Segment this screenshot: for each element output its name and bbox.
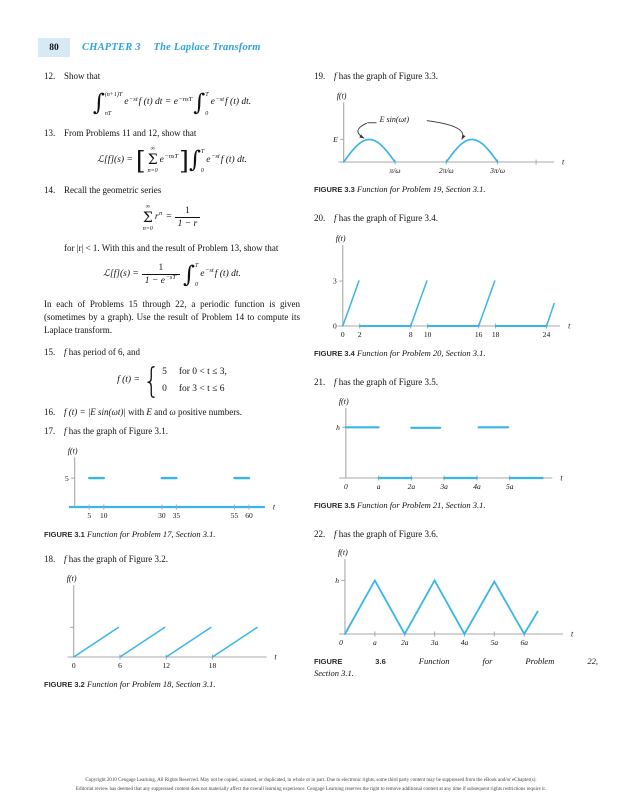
footer-line-1: Copyright 2010 Cengage Learning. All Rights Reserved. May not be copied, scanned, or duplicated, in whole or in part. Due to electronic rights, some third party content may be suppressed from the eBook and/or eChapter(s). xyxy=(85,778,537,783)
y-axis-label: f(t) xyxy=(67,445,78,455)
summation-sign xyxy=(143,204,153,232)
tick-label: 30 xyxy=(158,510,166,520)
math-token: T xyxy=(194,263,199,270)
math-token: e xyxy=(173,97,178,108)
figure-3-5-svg xyxy=(314,395,596,494)
math-token: ∞ xyxy=(150,146,155,153)
page-number: 80 xyxy=(38,38,70,57)
math-token: ℒ[f](s) = xyxy=(97,154,133,165)
annotation-arrow xyxy=(427,120,463,139)
fraction xyxy=(142,263,180,287)
figure-3-5-caption: FIGURE 3.5 Function for Problem 21, Section 3.1. xyxy=(314,500,486,511)
problem-number: 15. xyxy=(44,347,56,358)
annotation-label: E sin(ωt) xyxy=(379,114,410,124)
tick-label: 10 xyxy=(100,510,108,520)
tick-label: 3π/ω xyxy=(490,165,506,175)
tick-label: a xyxy=(376,481,381,491)
problem-18 xyxy=(44,553,300,566)
figure-3-6 xyxy=(314,547,598,680)
integral-limits xyxy=(195,261,198,288)
tick-label: 24 xyxy=(542,329,551,339)
math-token: T xyxy=(205,91,209,98)
x-axis-label: t xyxy=(274,652,277,662)
tick-label: 8 xyxy=(408,329,413,339)
problem-number: 13. xyxy=(44,127,56,138)
y-axis-label: f(t) xyxy=(336,90,347,100)
problem-text: Show that xyxy=(64,71,101,81)
math-token: T xyxy=(200,148,205,155)
problem-text: f has the graph of Figure 3.5. xyxy=(334,377,438,388)
tick-label: 3a xyxy=(440,481,448,491)
figure-3-2-caption: FIGURE 3.2 Function for Problem 18, Section 3.1. xyxy=(44,679,216,690)
math-token: 1 − r xyxy=(175,217,201,230)
right-bracket: ] xyxy=(179,145,189,175)
curve xyxy=(345,580,538,634)
tick-label: 6a xyxy=(520,637,528,647)
case-row xyxy=(162,366,227,379)
instructions-paragraph: In each of Problems 15 through 22, a periodic function is given (sometimes by a graph). Use the result of Problem 14 to compute its Laplace transform. xyxy=(44,299,300,335)
math-token: n=0 xyxy=(142,225,153,232)
caption-line-2: Section 3.1. xyxy=(314,668,354,679)
figure-3-6-caption xyxy=(314,656,598,680)
curve xyxy=(344,139,395,162)
integral-limits xyxy=(201,147,204,174)
problem-text: f has period of 6, and xyxy=(64,347,140,358)
problem-number: 22. xyxy=(314,529,326,540)
math-token: e xyxy=(200,269,205,280)
math-token: e xyxy=(124,97,129,108)
problem-19 xyxy=(314,70,598,83)
curve xyxy=(343,281,359,326)
math-token: 1 xyxy=(158,262,164,273)
math-token: −nsT xyxy=(178,95,193,103)
math-token: −st xyxy=(128,95,138,103)
math-token: nT xyxy=(104,110,112,117)
math-token: n=0 xyxy=(147,168,158,175)
tick-label: 16 xyxy=(474,329,483,339)
math-token: f (t) = xyxy=(117,375,140,386)
problem-22 xyxy=(314,528,598,541)
problem-20 xyxy=(314,212,598,225)
figure-3-1 xyxy=(44,444,300,541)
case-row xyxy=(162,383,227,396)
tick-label: 0 xyxy=(339,637,343,647)
x-axis-label: t xyxy=(568,321,571,331)
copyright-footer xyxy=(30,777,592,794)
annotation-arrow xyxy=(358,123,367,138)
figure-3-3-graph xyxy=(314,89,598,182)
sigma-glyph: Σ xyxy=(147,152,158,169)
equation-14a xyxy=(48,204,296,232)
math-token: −nsT xyxy=(164,152,179,160)
curve xyxy=(166,627,211,657)
problem-14 xyxy=(44,184,300,197)
chapter-title: The Laplace Transform xyxy=(153,42,261,53)
problem-number: 20. xyxy=(314,213,326,224)
math-token: 0 xyxy=(162,384,167,395)
problem-17 xyxy=(44,425,300,438)
math-token: n xyxy=(159,210,163,218)
math-token: 0 xyxy=(200,167,204,174)
right-column xyxy=(314,70,598,696)
page-header xyxy=(38,38,261,57)
case-brace: { xyxy=(142,360,161,402)
tick-label: 2 xyxy=(357,329,362,339)
math-token: 1 xyxy=(185,205,190,216)
figure-3-1-svg xyxy=(44,444,298,523)
y-axis-label: f(t) xyxy=(338,396,349,406)
tick-label: 0 xyxy=(343,481,348,491)
figure-3-6-graph xyxy=(314,547,598,654)
tick-label: 10 xyxy=(423,329,432,339)
figure-3-3-caption: FIGURE 3.3 Function for Problem 19, Section 3.1. xyxy=(314,184,486,195)
tick-label: 5 xyxy=(87,510,92,520)
problem-number: 21. xyxy=(314,377,326,388)
math-token: for 0 < t ≤ 3, xyxy=(178,366,227,377)
math-token: 0 xyxy=(205,110,209,117)
figure-3-1-caption: FIGURE 3.1 Function for Problem 17, Section 3.1. xyxy=(44,529,216,540)
problem-number: 17. xyxy=(44,425,56,436)
math-token: f (t) dt. xyxy=(225,97,252,108)
figure-3-2-graph xyxy=(44,572,300,677)
problem-number: 19. xyxy=(314,71,326,81)
problem-text: f has the graph of Figure 3.2. xyxy=(64,554,168,565)
curve xyxy=(74,627,119,657)
tick-label: 35 xyxy=(172,510,181,520)
footer-line-2: Editorial review has deemed that any suppressed content does not materially affect the overall learning experience. Cengage Learning reserves the right to remove additional content at any time if subsequent rights restrictions require it. xyxy=(75,786,547,792)
left-bracket: [ xyxy=(135,145,146,175)
math-token: −st xyxy=(205,267,214,275)
tick-label: 2a xyxy=(400,637,409,647)
caption-line-1: FIGURE 3.6 Function for Problem 22, xyxy=(314,656,598,667)
math-token: r xyxy=(154,212,159,223)
math-token: = xyxy=(166,212,172,223)
curve xyxy=(547,303,555,326)
curve xyxy=(411,281,427,326)
x-axis-label: t xyxy=(560,473,563,483)
tick-label: 60 xyxy=(245,510,253,520)
math-token: 5 xyxy=(162,366,167,377)
problem-number: 12. xyxy=(44,71,56,81)
problem-13 xyxy=(44,127,300,140)
curve xyxy=(212,627,257,657)
tick-label: h xyxy=(336,422,340,432)
piecewise-cases xyxy=(162,366,227,397)
figure-3-2-svg xyxy=(44,572,298,673)
problem-number: 18. xyxy=(44,554,56,565)
y-axis-label: f(t) xyxy=(335,233,346,243)
tick-label: 18 xyxy=(208,660,217,670)
math-token: ℒ[f](s) = xyxy=(103,269,139,280)
tick-label: a xyxy=(372,637,377,647)
tick-label: 4a xyxy=(473,481,481,491)
problem-number: 14. xyxy=(44,185,56,196)
annotation-arrowhead xyxy=(462,134,466,139)
tick-label: 3a xyxy=(430,637,439,647)
tick-label: 5 xyxy=(64,473,69,483)
tick-label: 0 xyxy=(333,321,337,331)
left-column xyxy=(44,70,300,703)
figure-3-3 xyxy=(314,89,598,196)
x-axis-label: t xyxy=(571,629,574,639)
problem-text: From Problems 11 and 12, show that xyxy=(64,127,197,138)
curve xyxy=(479,281,495,326)
problem-text: f has the graph of Figure 3.4. xyxy=(334,213,438,224)
tick-label: 2π/ω xyxy=(438,165,454,175)
problem-16 xyxy=(44,406,300,419)
equation-15 xyxy=(48,360,296,402)
figure-3-2 xyxy=(44,572,300,691)
problem-text: f has the graph of Figure 3.3. xyxy=(334,71,438,81)
tick-label: 3 xyxy=(333,276,337,286)
tick-label: 55 xyxy=(230,510,239,520)
figure-3-4-svg xyxy=(314,231,596,342)
summation-sign xyxy=(148,146,158,174)
integral-limits xyxy=(205,90,208,117)
chapter-label: CHAPTER 3 xyxy=(82,42,141,53)
equation-12 xyxy=(48,90,296,117)
curve xyxy=(446,139,497,162)
tick-label: 18 xyxy=(491,329,500,339)
figure-3-6-svg xyxy=(314,547,596,650)
math-token: −st xyxy=(215,95,225,103)
figure-3-5 xyxy=(314,395,598,512)
figure-3-4-caption: FIGURE 3.4 Function for Problem 20, Section 3.1. xyxy=(314,348,486,359)
math-token: = xyxy=(165,97,171,108)
x-axis-label: t xyxy=(272,502,276,512)
math-token: e xyxy=(210,97,215,108)
tick-label: h xyxy=(335,576,339,586)
math-token: 0 xyxy=(194,282,198,289)
math-token: e xyxy=(206,154,211,165)
problem-12 xyxy=(44,70,300,83)
equation-14b xyxy=(48,261,296,288)
tick-label: 2a xyxy=(407,481,416,491)
integral-sign: ∫ xyxy=(188,146,201,173)
tick-label: 0 xyxy=(71,660,76,670)
integral-sign: ∫ xyxy=(193,89,206,116)
integral-sign: ∫ xyxy=(182,261,195,288)
chapter-heading xyxy=(82,42,261,53)
problem-21 xyxy=(314,376,598,389)
tick-label: 0 xyxy=(340,329,345,339)
figure-3-4-graph xyxy=(314,231,598,346)
integral-limits xyxy=(105,90,122,117)
problem-text: f has the graph of Figure 3.1. xyxy=(64,425,168,436)
tick-label: 6 xyxy=(118,660,122,670)
y-axis-label: f(t) xyxy=(66,573,77,583)
math-token: f (t) dt xyxy=(138,97,163,108)
figure-3-4 xyxy=(314,231,598,360)
sigma-glyph: Σ xyxy=(142,209,153,226)
math-token: e xyxy=(159,154,164,165)
math-token: f (t) dt. xyxy=(220,154,247,165)
fraction xyxy=(175,206,201,230)
math-token: (n+1)T xyxy=(104,91,123,98)
problem-text: Recall the geometric series xyxy=(64,185,162,196)
math-token: f (t) dt. xyxy=(214,269,241,280)
tick-label: 5a xyxy=(490,637,499,647)
tick-label: π/ω xyxy=(389,165,401,175)
integral-sign: ∫ xyxy=(92,89,105,116)
equation-13 xyxy=(48,146,296,174)
figure-3-5-graph xyxy=(314,395,598,498)
math-token: $1 - e^{-sT}$ xyxy=(142,274,180,287)
math-token: −st xyxy=(210,152,220,160)
math-token: for 3 < t ≤ 6 xyxy=(178,384,225,395)
problem-text: f has the graph of Figure 3.6. xyxy=(334,529,438,540)
figure-3-1-graph xyxy=(44,444,300,527)
tick-label: 5a xyxy=(505,481,514,491)
y-axis-label: f(t) xyxy=(337,547,348,557)
tick-label: 4a xyxy=(460,637,469,647)
problem-text: f (t) = |E sin(ωt)| with E and ω positive numbers. xyxy=(64,407,242,418)
problem-15 xyxy=(44,346,300,359)
figure-3-3-svg xyxy=(314,89,596,178)
tick-label: E xyxy=(333,134,338,144)
problem-14-continued: for |r| < 1. With this and the result of Problem 13, show that xyxy=(64,242,279,253)
curve xyxy=(120,627,165,657)
tick-label: 12 xyxy=(162,660,170,670)
x-axis-label: t xyxy=(562,157,565,167)
math-token: ∞ xyxy=(145,203,150,210)
problem-number: 16. xyxy=(44,407,56,418)
